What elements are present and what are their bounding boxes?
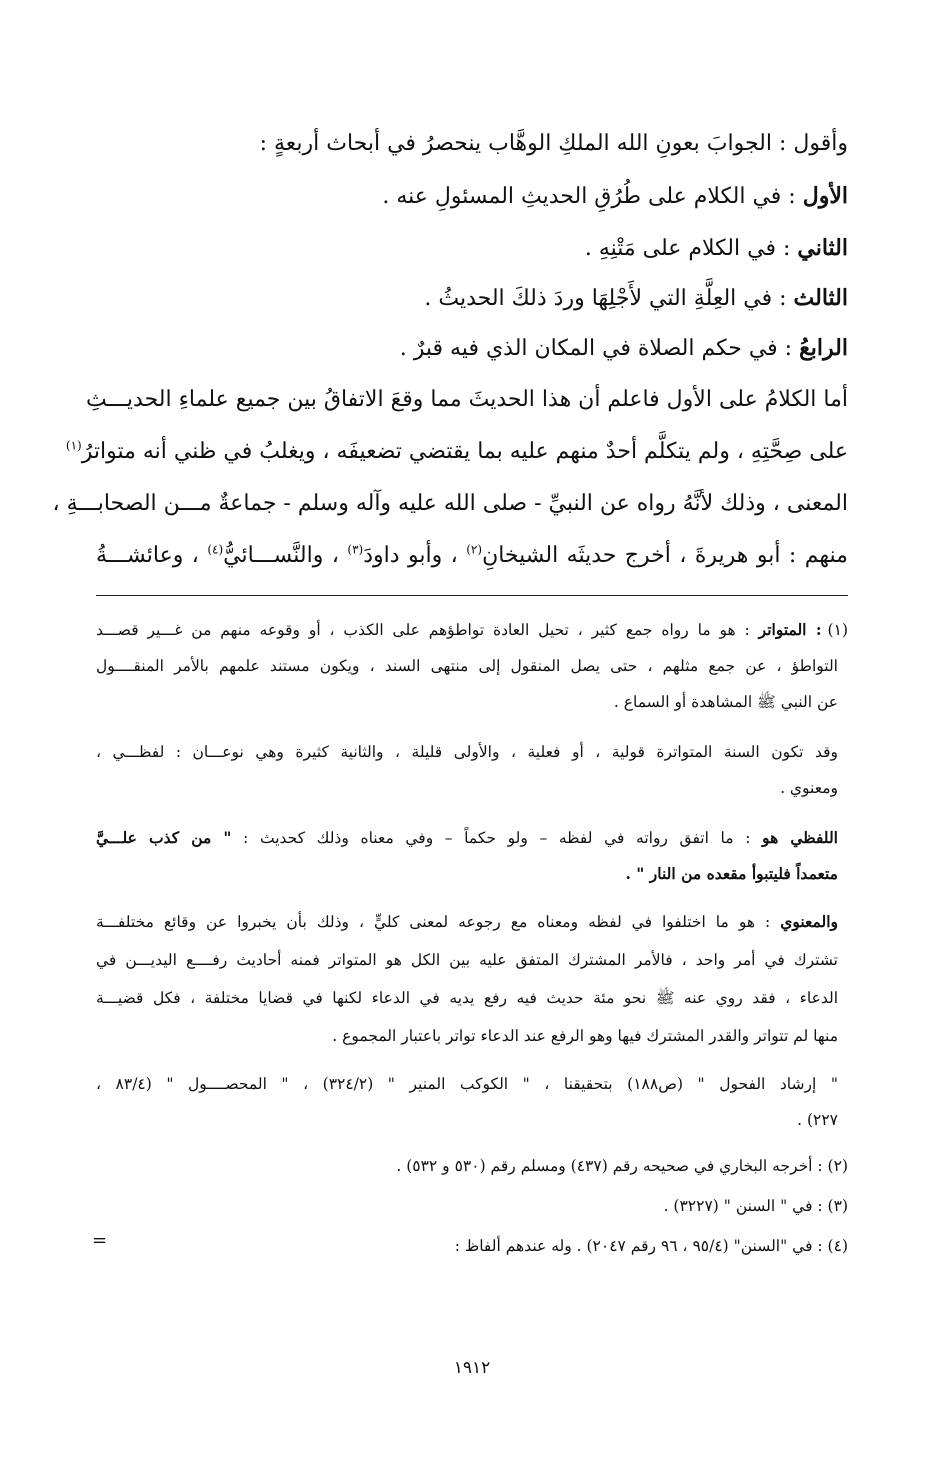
footnote-text: : هو ما رواه جمع كثير ، تحيل العادة تواطؤهم على الكذب ، أو وقوعه منهم من غـــير قصـــد — [96, 621, 750, 639]
paragraph-text: ، والنَّســـائيُّ — [223, 543, 339, 568]
footnote-text: " إرشاد الفحول " (ص١٨٨) بتحقيقنا ، " الكوكب المنير " (٣٢٤/٢) ، " المحصــــول " (٨٣/٤ ، — [96, 1075, 838, 1093]
footnote-1-line — [96, 983, 838, 1013]
footnote-1-line — [96, 1069, 838, 1099]
footnote-text: تشترك في أمر واحد ، فالأمر المشترك المتفق عليه بين الكل هو المتواتر فمنه أحاديث رفــــع اليديـــن في — [96, 951, 838, 969]
item-label: الثالث — [793, 285, 848, 311]
footnote-1-line — [96, 945, 838, 975]
item-second — [96, 228, 848, 269]
paragraph-line — [85, 380, 848, 420]
intro-text: وأقول : الجوابَ بعونِ الله الملكِ الوهَّاب ينحصرُ في أبحاث أربعةٍ : — [259, 131, 848, 156]
footnote-text: التواطؤ ، عن جمع مثلهم ، حتى يصل المنقول إلى منتهى السند ، ويكون مستند علمهم بالأمر المنقــــول — [96, 657, 838, 675]
footnote-1-line — [96, 651, 838, 681]
footnote-quote: متعمداً فليتبوأ مقعده من النار " . — [625, 864, 838, 883]
paragraph-text: ، وأبو داودَ — [363, 543, 458, 568]
footnote-1-line — [96, 615, 848, 645]
footnote-1-line — [96, 859, 838, 889]
paragraph-text: المعنى ، وذلك لأنَّهُ رواه عن النبيِّ - صلى الله عليه وآله وسلم - جماعةٌ مـــن الصحابـــةِ ، — [52, 491, 848, 516]
item-fourth — [96, 328, 848, 369]
paragraph-text: منهم : أبو هريرةَ ، أخرج حديثَه الشيخانِ — [482, 543, 848, 568]
footnote-term: والمعنوي — [780, 912, 838, 931]
footnote-1-line — [96, 823, 838, 853]
item-first — [96, 176, 848, 217]
footnote-text: وقد تكون السنة المتواترة قولية ، أو فعلية ، والأولى قليلة ، والثانية كثيرة وهي نوعـــان : لفظـــي ، — [96, 743, 838, 761]
item-label: الثاني — [797, 235, 848, 261]
item-third — [96, 278, 848, 319]
item-text: : في الكلام على طُرُقِ الحديثِ المسئولِ عنه . — [382, 184, 796, 209]
footnote-ref: (٣) — [347, 542, 364, 557]
item-text: : في العِلَّةِ التي لأَجْلِهَا وردَ ذلكَ الحديثُ . — [424, 286, 787, 311]
footnote-1-line — [96, 1021, 838, 1051]
footnote-1-line — [96, 773, 838, 803]
paragraph-line — [52, 484, 848, 524]
footnote-text: ٢٢٧) . — [797, 1111, 838, 1129]
footnote-ref: (١) — [65, 438, 82, 453]
footnote-text: : هو ما اختلفوا في لفظه ومعناه مع رجوعه لمعنى كليٍّ ، وذلك بأن يخبروا عن وقائع مختلفـــة — [96, 913, 771, 931]
footnote-1-line — [96, 1105, 838, 1135]
footnote-term: : المتواتر — [758, 620, 822, 639]
paragraph-line — [65, 432, 848, 472]
item-text: : في الكلام على مَتْنِهِ . — [584, 236, 791, 261]
footnote-ref: (٢) — [466, 542, 483, 557]
footnote-3 — [96, 1191, 848, 1221]
footnote-text: الدعاء ، فقد روي عنه ﷺ نحو مئة حديث فيه رفع يديه في الدعاء لكنها في قضايا مختلفة ، فكل قضيـــة — [96, 989, 838, 1007]
paragraph-line — [96, 536, 848, 576]
footnote-4 — [96, 1231, 848, 1261]
footnote-ref: (٤) — [207, 542, 224, 557]
paragraph-text: على صِحَّتِهِ ، ولم يتكلَّم أحدٌ منهم عليه بما يقتضي تضعيفَه ، ويغلبُ في ظني أنه متواترُ — [81, 439, 848, 464]
footnote-2 — [96, 1151, 848, 1181]
footnote-quote: " من كذب علـــيَّ — [96, 828, 232, 847]
page-number: ١٩١٢ — [453, 1358, 491, 1378]
paragraph-text: أما الكلامُ على الأول فاعلم أن هذا الحديثَ مما وقعَ الاتفاقُ بين جميع علماءِ الحديـــثِ — [85, 387, 848, 412]
footnote-text: (٣) : في " السنن " (٣٢٢٧) . — [663, 1197, 848, 1215]
intro-line — [96, 124, 848, 164]
footnote-number: (١) — [827, 621, 848, 639]
footnote-text: عن النبي ﷺ المشاهدة أو السماع . — [613, 693, 838, 711]
item-text: : في حكم الصلاة في المكان الذي فيه قبرٌ . — [399, 336, 793, 361]
footnote-separator — [96, 595, 848, 596]
item-label: الرابعُ — [799, 335, 848, 361]
footnote-text: ومعنوي . — [780, 779, 838, 797]
footnote-text: (٤) : في "السنن" (٩٥/٤ ، ٩٦ رقم ٢٠٤٧) . وله عندهم ألفاظ : — [454, 1237, 848, 1255]
footnote-term: اللفظي هو — [762, 828, 838, 847]
item-label: الأول — [802, 183, 848, 209]
footnote-1-line — [96, 737, 838, 767]
continuation-mark: = — [92, 1230, 108, 1251]
footnote-1-line — [96, 907, 838, 937]
footnote-1-line — [96, 687, 838, 717]
footnote-text: : ما اتفق رواته في لفظه – ولو حكماً – وفي معناه وذلك كحديث : — [243, 829, 751, 847]
paragraph-text: ، وعائشـــةُ — [96, 543, 199, 568]
footnote-text: منها لم تتواتر والقدر المشترك فيها وهو الرفع عند الدعاء تواتر باعتبار المجموع . — [332, 1027, 838, 1045]
footnote-text: (٢) : أخرجه البخاري في صحيحه رقم (٤٣٧) ومسلم رقم (٥٣٠ و ٥٣٢) . — [396, 1157, 848, 1175]
